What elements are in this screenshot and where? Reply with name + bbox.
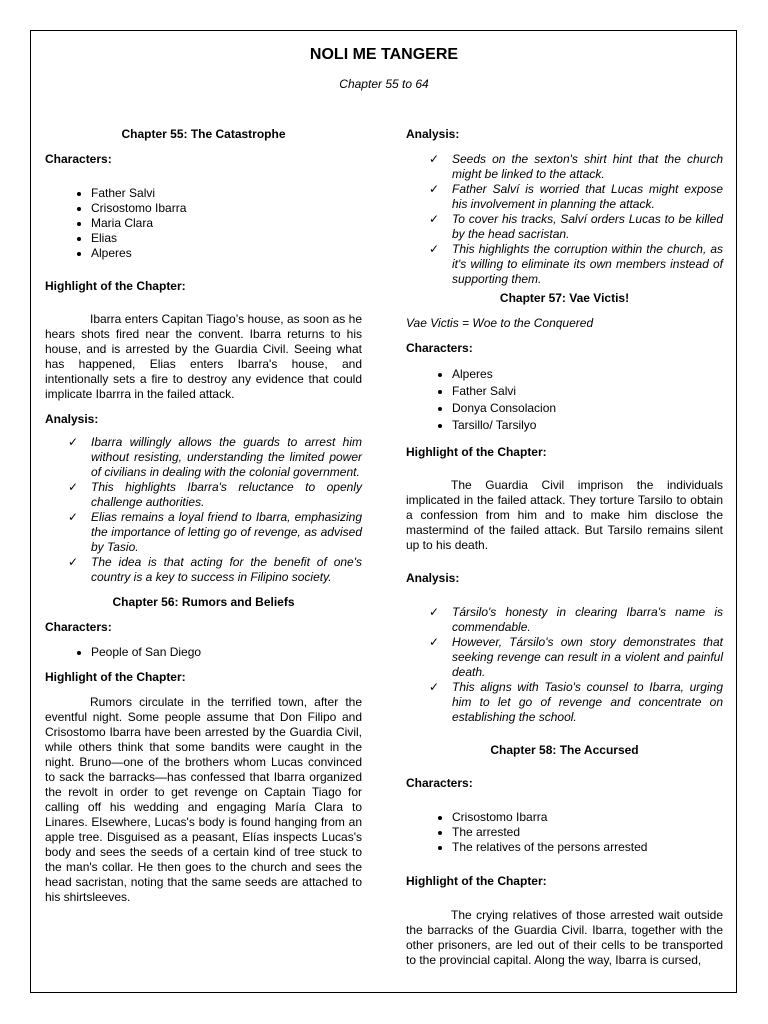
chapter-58-heading: Chapter 58: The Accursed	[490, 743, 639, 757]
analysis-text: However, Társilo's own story demonstrates that seeking revenge can result in a violent and painful death.	[452, 635, 723, 679]
checkmark-icon: ✓	[429, 680, 440, 694]
ch55-characters-list	[45, 186, 362, 261]
checkmark-icon: ✓	[429, 212, 440, 226]
checkmark-icon: ✓	[429, 152, 440, 166]
analysis-text: Ibarra willingly allows the guards to arrest him without resisting, understanding the limited power of civilians in dealing with the colonial government.	[91, 435, 362, 479]
chapter-56-heading: Chapter 56: Rumors and Beliefs	[112, 595, 295, 609]
checkmark-icon: ✓	[68, 435, 79, 449]
ch56-analysis-list	[406, 152, 723, 287]
ch57-analysis-list	[406, 605, 723, 725]
list-item: • Father Salvi	[452, 384, 723, 399]
list-item	[429, 680, 723, 725]
ch57-characters-list	[406, 367, 723, 433]
list-item	[429, 242, 723, 287]
list-item: • Crisostomo Ibarra	[452, 810, 723, 825]
checkmark-icon: ✓	[429, 182, 440, 196]
list-item	[68, 435, 362, 480]
ch55-characters-label: Characters:	[45, 152, 112, 166]
ch58-characters-list	[406, 810, 723, 855]
ch55-highlight-label: Highlight of the Chapter:	[45, 279, 186, 293]
list-item: • Alperes	[91, 246, 362, 261]
list-item	[429, 605, 723, 635]
ch56-highlight-label: Highlight of the Chapter:	[45, 670, 186, 684]
ch55-analysis-list	[45, 435, 362, 585]
list-item: • Maria Clara	[91, 216, 362, 231]
ch58-highlight-label: Highlight of the Chapter:	[406, 874, 547, 888]
analysis-text: This highlights Ibarra's reluctance to openly challenge authorities.	[91, 480, 362, 509]
analysis-text: To cover his tracks, Salví orders Lucas to be killed by the head sacristan.	[452, 212, 723, 241]
checkmark-icon: ✓	[429, 605, 440, 619]
list-item: • Tarsillo/ Tarsilyo	[452, 418, 723, 433]
analysis-text: Father Salví is worried that Lucas might expose his involvement in planning the attack.	[452, 182, 723, 211]
ch55-highlight-text: Ibarra enters Capitan Tiago’s house, as soon as he hears shots fired near the convent. Ibarra returns to his house, and is arrested by the Guardia Civil. Seeing what has happened, Elias enters Ibarra's house, and intentionally sets a fire to destroy any evidence that could implicate Ibarrra in the failed attack.	[45, 312, 362, 401]
checkmark-icon: ✓	[68, 480, 79, 494]
ch58-highlight-text: The crying relatives of those arrested wait outside the barracks of the Guardia Civil. Ibarra, together with the other prisoners, are led out of their cells to be transported to the provincial capital. Along the way, Ibarra is cursed,	[406, 908, 723, 967]
list-item: • People of San Diego	[91, 645, 362, 660]
ch57-characters-label: Characters:	[406, 341, 473, 355]
ch56-characters-list	[45, 645, 362, 660]
ch56-highlight-text: Rumors circulate in the terrified town, after the eventful night. Some people assume that Don Filipo and Crisostomo Ibarra have been arrested by the Guardia Civil, while others think that some bandits were caught in the night. Bruno—one of the brothers whom Lucas convinced to sack the barracks—has confessed that Ibarra organized the revolt in order to get revenge on Captain Tiago for calling off his wedding and engaging María Clara to Linares. Elsewhere, Lucas's body is found hanging from an apple tree. Disguised as a peasant, Elías inspects Lucas's body and sees the seeds of a certain kind of tree stuck to the man's collar. He then goes to the church and sees the head sacristan, noting that the same seeds are attached to his shirtsleeves.	[45, 695, 362, 904]
document-title: NOLI ME TANGERE	[309, 46, 459, 63]
checkmark-icon: ✓	[68, 510, 79, 524]
list-item: • Crisostomo Ibarra	[91, 201, 362, 216]
list-item	[429, 152, 723, 182]
analysis-text: This highlights the corruption within the church, as it's willing to eliminate its own members instead of supporting them.	[452, 242, 723, 286]
ch57-tagline: Vae Victis = Woe to the Conquered	[406, 316, 594, 330]
ch56-analysis-label: Analysis:	[406, 127, 460, 141]
checkmark-icon: ✓	[68, 555, 79, 569]
list-item: • Donya Consolacion	[452, 401, 723, 416]
checkmark-icon: ✓	[429, 242, 440, 256]
list-item: • Father Salvi	[91, 186, 362, 201]
right-column	[406, 127, 723, 968]
ch58-characters-label: Characters:	[406, 776, 473, 790]
ch57-highlight-label: Highlight of the Chapter:	[406, 445, 547, 459]
list-item: • The arrested	[452, 825, 723, 840]
list-item: • The relatives of the persons arrested	[452, 840, 723, 855]
ch57-analysis-label: Analysis:	[406, 571, 460, 585]
list-item	[429, 212, 723, 242]
list-item	[429, 635, 723, 680]
list-item	[429, 182, 723, 212]
checkmark-icon: ✓	[429, 635, 440, 649]
document-subtitle: Chapter 55 to 64	[339, 77, 429, 91]
analysis-text: Elias remains a loyal friend to Ibarra, emphasizing the importance of letting go of revenge, as advised by Tasio.	[91, 510, 362, 554]
analysis-text: The idea is that acting for the benefit of one's country is a key to success in Filipino society.	[91, 555, 362, 584]
left-column	[45, 127, 362, 905]
chapter-57-heading: Chapter 57: Vae Victis!	[499, 291, 630, 305]
analysis-text: Társilo's honesty in clearing Ibarra's name is commendable.	[452, 605, 723, 634]
list-item	[68, 555, 362, 585]
ch57-highlight-text: The Guardia Civil imprison the individuals implicated in the failed attack. They torture Tarsilo to obtain a confession from him and to make him disclose the mastermind of the failed attack. But Tarsilo remains silent up to his death.	[406, 478, 723, 552]
analysis-text: Seeds on the sexton's shirt hint that the church might be linked to the attack.	[452, 152, 723, 181]
list-item	[68, 480, 362, 510]
chapter-55-heading: Chapter 55: The Catastrophe	[121, 127, 286, 141]
ch55-analysis-label: Analysis:	[45, 412, 99, 426]
list-item: • Elias	[91, 231, 362, 246]
analysis-text: This aligns with Tasio's counsel to Ibarra, urging him to let go of revenge and concentrate on establishing the school.	[452, 680, 723, 724]
list-item: • Alperes	[452, 367, 723, 382]
list-item	[68, 510, 362, 555]
ch56-characters-label: Characters:	[45, 620, 112, 634]
